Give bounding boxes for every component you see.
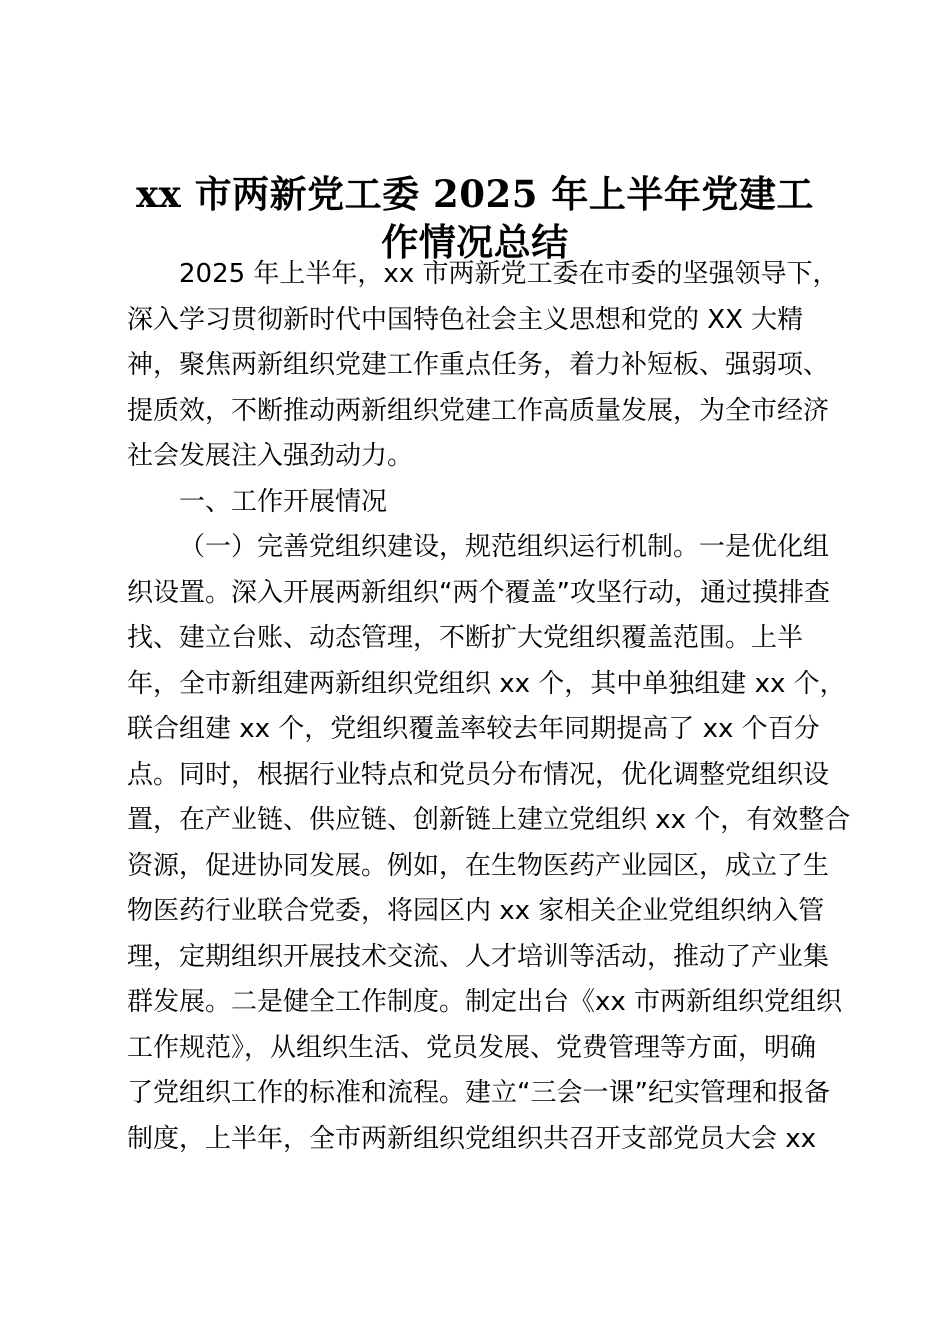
text-line: 年，全市新组建两新组织党组织 xx 个，其中单独组建 xx 个， [127, 668, 846, 699]
text-line: 制度，上半年，全市两新组织党组织共召开支部党员大会 xx [127, 1123, 817, 1154]
text-line: 2025 年上半年，xx 市两新党工委在市委的坚强领导下， [179, 259, 839, 289]
text-line: 提质效，不断推动两新组织党建工作高质量发展，为全市经济 [127, 395, 830, 426]
text-line: （一）完善党组织建设，规范组织运行机制。一是优化组 [179, 532, 830, 562]
text-line: 织设置。深入开展两新组织“两个覆盖”攻坚行动，通过摸排查 [127, 577, 830, 608]
text-line: 找、建立台账、动态管理，不断扩大党组织覆盖范围。上半 [127, 623, 804, 653]
text-line: 物医药行业联合党委，将园区内 xx 家相关企业党组织纳入管 [127, 896, 825, 926]
text-line: 联合组建 xx 个，党组织覆盖率较去年同期提高了 xx 个百分 [127, 714, 820, 744]
title-line: 作情况总结 [381, 220, 569, 264]
title-line: xx 市两新党工委 2025 年上半年党建工 [136, 172, 814, 216]
text-line: 了党组织工作的标准和流程。建立“三会一课”纪实管理和报备 [127, 1078, 830, 1108]
document-body [127, 252, 851, 1162]
text-line: 深入学习贯彻新时代中国特色社会主义思想和党的 XX 大精 [127, 304, 804, 335]
text-line: 置，在产业链、供应链、创新链上建立党组织 xx 个，有效整合 [127, 805, 851, 835]
text-line: 一、工作开展情况 [179, 486, 388, 517]
text-line: 神，聚焦两新组织党建工作重点任务，着力补短板、强弱项、 [127, 350, 830, 380]
text-line: 工作规范》，从组织生活、党员发展、党费管理等方面，明确 [127, 1032, 817, 1063]
text-line: 群发展。二是健全工作制度。制定出台《xx 市两新组织党组织 [127, 987, 843, 1017]
text-line: 理，定期组织开展技术交流、人才培训等活动，推动了产业集 [127, 941, 830, 972]
section-heading [127, 480, 832, 526]
text-line: 点。同时，根据行业特点和党员分布情况，优化调整党组织设 [127, 759, 830, 790]
text-line: 资源，促进协同发展。例如，在生物医药产业园区，成立了生 [127, 850, 830, 881]
text-line: 社会发展注入强劲动力。 [127, 441, 414, 471]
body-paragraph [127, 525, 851, 1162]
intro-paragraph [127, 252, 839, 480]
